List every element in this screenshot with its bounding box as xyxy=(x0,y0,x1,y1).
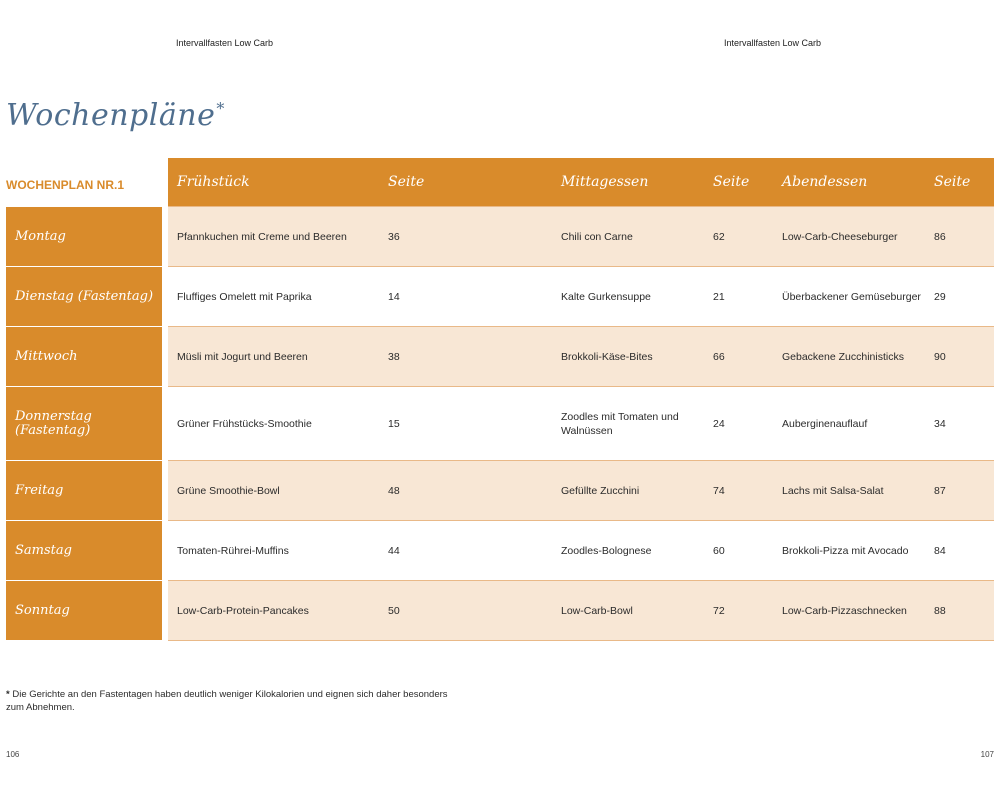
lunch-page-cell: 60 xyxy=(704,521,773,581)
table-row xyxy=(6,207,994,267)
day-label: Freitag xyxy=(6,461,165,521)
footnote xyxy=(6,688,466,714)
dinner-cell: Gebackene Zucchinisticks xyxy=(773,327,925,387)
footnote-text: Die Gerichte an den Fastentagen haben deutlich weniger Kilokalorien und eignen sich daher besonders zum Abnehmen. xyxy=(6,689,448,713)
table-row xyxy=(6,327,994,387)
dinner-page-cell: 90 xyxy=(925,327,994,387)
lunch-cell: Brokkoli-Käse-Bites xyxy=(552,327,704,387)
lunch-cell: Zoodles mit Tomaten und Walnüssen xyxy=(552,387,704,461)
breakfast-cell: Grüner Frühstücks-Smoothie xyxy=(165,387,379,461)
lunch-page-cell: 74 xyxy=(704,461,773,521)
breakfast-page-cell: 36 xyxy=(379,207,552,267)
lunch-page-cell: 21 xyxy=(704,267,773,327)
header-breakfast-page: Seite xyxy=(379,158,552,207)
dinner-page-cell: 29 xyxy=(925,267,994,327)
page-title xyxy=(6,98,225,133)
lunch-cell: Chili con Carne xyxy=(552,207,704,267)
dinner-cell: Überbackener Gemüseburger xyxy=(773,267,925,327)
page-title-text: Wochenpläne xyxy=(6,98,216,133)
lunch-page-cell: 72 xyxy=(704,581,773,641)
dinner-cell: Auberginenauflauf xyxy=(773,387,925,461)
table-row xyxy=(6,581,994,641)
lunch-cell: Zoodles-Bolognese xyxy=(552,521,704,581)
running-head-left: Intervallfasten Low Carb xyxy=(176,38,274,48)
lunch-cell: Low-Carb-Bowl xyxy=(552,581,704,641)
table-row xyxy=(6,461,994,521)
dinner-page-cell: 88 xyxy=(925,581,994,641)
breakfast-cell: Tomaten-Rührei-Muffins xyxy=(165,521,379,581)
table-header-row xyxy=(6,158,994,207)
dinner-page-cell: 86 xyxy=(925,207,994,267)
dinner-cell: Low-Carb-Cheeseburger xyxy=(773,207,925,267)
breakfast-page-cell: 38 xyxy=(379,327,552,387)
dinner-page-cell: 84 xyxy=(925,521,994,581)
day-label: Mittwoch xyxy=(6,327,165,387)
title-footnote-mark: * xyxy=(216,99,225,118)
running-head-right: Intervallfasten Low Carb xyxy=(724,38,822,48)
header-lunch: Mittagessen xyxy=(552,158,704,207)
breakfast-cell: Müsli mit Jogurt und Beeren xyxy=(165,327,379,387)
dinner-cell: Low-Carb-Pizzaschnecken xyxy=(773,581,925,641)
day-label: Montag xyxy=(6,207,165,267)
breakfast-cell: Fluffiges Omelett mit Paprika xyxy=(165,267,379,327)
day-label: Donnerstag (Fastentag) xyxy=(6,387,165,461)
dinner-cell: Brokkoli-Pizza mit Avocado xyxy=(773,521,925,581)
header-dinner: Abendessen xyxy=(773,158,925,207)
breakfast-page-cell: 15 xyxy=(379,387,552,461)
lunch-page-cell: 62 xyxy=(704,207,773,267)
header-breakfast: Frühstück xyxy=(165,158,379,207)
lunch-page-cell: 66 xyxy=(704,327,773,387)
dinner-page-cell: 87 xyxy=(925,461,994,521)
breakfast-cell: Pfannkuchen mit Creme und Beeren xyxy=(165,207,379,267)
breakfast-page-cell: 48 xyxy=(379,461,552,521)
day-label: Samstag xyxy=(6,521,165,581)
breakfast-cell: Grüne Smoothie-Bowl xyxy=(165,461,379,521)
breakfast-page-cell: 50 xyxy=(379,581,552,641)
breakfast-page-cell: 44 xyxy=(379,521,552,581)
table-row xyxy=(6,521,994,581)
lunch-cell: Kalte Gurkensuppe xyxy=(552,267,704,327)
weekly-plan-table xyxy=(6,158,994,641)
header-lunch-page: Seite xyxy=(704,158,773,207)
table-row xyxy=(6,387,994,461)
day-label: Sonntag xyxy=(6,581,165,641)
plan-label: WOCHENPLAN NR.1 xyxy=(6,158,165,207)
page-number-left: 106 xyxy=(6,750,20,759)
header-dinner-page: Seite xyxy=(925,158,994,207)
table-row xyxy=(6,267,994,327)
breakfast-cell: Low-Carb-Protein-Pancakes xyxy=(165,581,379,641)
dinner-cell: Lachs mit Salsa-Salat xyxy=(773,461,925,521)
page-number-right: 107 xyxy=(980,750,994,759)
footnote-mark: * xyxy=(6,689,10,700)
breakfast-page-cell: 14 xyxy=(379,267,552,327)
lunch-page-cell: 24 xyxy=(704,387,773,461)
dinner-page-cell: 34 xyxy=(925,387,994,461)
lunch-cell: Gefüllte Zucchini xyxy=(552,461,704,521)
day-label: Dienstag (Fastentag) xyxy=(6,267,165,327)
